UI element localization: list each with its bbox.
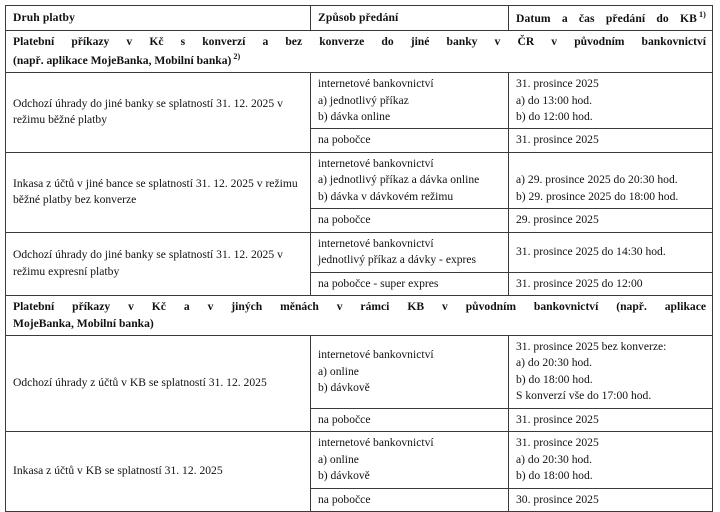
method-line: na pobočce xyxy=(318,492,371,506)
method-line: a) online xyxy=(318,364,359,378)
method-cell xyxy=(311,488,509,511)
datetime-line: S konverzí vše do 17:00 hod. xyxy=(516,389,652,403)
row-label-line-1: Inkasa z účtů v jiné bance se splatností 31. 12. 2025 xyxy=(13,176,254,190)
datetime-cell xyxy=(509,129,713,152)
method-line: b) dávka v dávkovém režimu xyxy=(318,189,454,203)
method-line: jednotlivý příkaz a dávky - expres xyxy=(318,253,477,267)
section-heading-line-2 xyxy=(13,51,706,69)
method-cell xyxy=(311,432,509,488)
section-heading-kc-konverze xyxy=(6,31,713,73)
footnote-marker: 1) xyxy=(698,10,706,19)
datetime-cell xyxy=(509,209,713,232)
table-row xyxy=(6,232,713,272)
datetime-line: 31. prosince 2025 xyxy=(516,133,599,147)
column-header-label: Datum a čas předání do KB xyxy=(516,11,697,25)
method-line: b) dávka online xyxy=(318,109,391,123)
datetime-cell xyxy=(509,152,713,208)
table-row xyxy=(6,73,713,129)
row-label-odchozi-uhrady-kb xyxy=(6,335,311,431)
table-body xyxy=(6,6,713,512)
datetime-cell xyxy=(509,73,713,129)
row-label-line-2: v režimu běžné platby bez konverze xyxy=(13,176,298,207)
method-line: na pobočce - super expres xyxy=(318,276,439,290)
method-cell xyxy=(311,152,509,208)
datetime-line: 30. prosince 2025 xyxy=(516,492,599,506)
footnote-marker: 2) xyxy=(233,51,241,61)
row-label-line-1: Odchozí úhrady z účtů v KB se splatností 31. 12. 2025 xyxy=(13,376,267,390)
datetime-line: b) 29. prosince 2025 do 18:00 hod. xyxy=(516,189,679,203)
datetime-line: a) do 20:30 hod. xyxy=(516,356,592,370)
datetime-line: b) do 18:00 hod. xyxy=(516,469,593,483)
column-header-zpusob-predani xyxy=(311,6,509,31)
method-cell xyxy=(311,73,509,129)
datetime-cell xyxy=(509,488,713,511)
section-heading-line-2-text: (např. aplikace MojeBanka, Mobilní banka) xyxy=(13,53,232,67)
section-heading-line-1: Platební příkazy v Kč a v jiných měnách v rámci KB v původním bankovnictví (např. aplikace xyxy=(13,300,706,314)
row-label-inkasa-kb xyxy=(6,432,311,512)
section-heading-line-2: MojeBanka, Mobilní banka) xyxy=(13,316,154,330)
table-row xyxy=(6,335,713,408)
payment-schedule-table xyxy=(5,5,713,512)
method-line: na pobočce xyxy=(318,213,371,227)
datetime-line: 31. prosince 2025 xyxy=(516,436,599,450)
datetime-line: 29. prosince 2025 xyxy=(516,213,599,227)
table-header-row xyxy=(6,6,713,31)
method-line: na pobočce xyxy=(318,412,371,426)
method-line: internetové bankovnictví xyxy=(318,348,434,362)
table-row xyxy=(6,152,713,208)
column-header-label: Způsob předání xyxy=(318,10,399,24)
datetime-line: b) do 18:00 hod. xyxy=(516,372,593,386)
datetime-line: a) do 13:00 hod. xyxy=(516,93,592,107)
method-cell xyxy=(311,129,509,152)
section-heading-kc-jine-meny-kb xyxy=(6,296,713,336)
row-label-line-1: Odchozí úhrady do jiné banky se splatností 31. 12. 2025 xyxy=(13,97,275,111)
table-row xyxy=(6,432,713,488)
datetime-line: a) do 20:30 hod. xyxy=(516,452,592,466)
datetime-line: 31. prosince 2025 do 14:30 hod. xyxy=(516,244,666,258)
column-header-druh-platby xyxy=(6,6,311,31)
column-header-datum-cas xyxy=(509,6,713,31)
method-line: internetové bankovnictví xyxy=(318,156,434,170)
row-label-inkasa-jina-banka-bezna xyxy=(6,152,311,232)
method-line: b) dávkově xyxy=(318,469,370,483)
method-line: a) online xyxy=(318,452,359,466)
datetime-cell xyxy=(509,432,713,488)
row-label-odchozi-uhrady-jina-banka-bezna xyxy=(6,73,311,153)
method-line: a) jednotlivý příkaz xyxy=(318,93,409,107)
datetime-line: a) 29. prosince 2025 do 20:30 hod. xyxy=(516,173,678,187)
method-line: internetové bankovnictví xyxy=(318,77,434,91)
method-line: a) jednotlivý příkaz a dávka online xyxy=(318,173,480,187)
method-line: internetové bankovnictví xyxy=(318,236,434,250)
datetime-cell xyxy=(509,232,713,272)
datetime-line-spacer xyxy=(516,156,706,172)
row-label-line-2: v režimu expresní platby xyxy=(13,248,283,278)
method-cell xyxy=(311,335,509,408)
row-label-line-2: v režimu běžné platby xyxy=(13,97,283,127)
datetime-cell xyxy=(509,335,713,408)
method-line: na pobočce xyxy=(318,133,371,147)
datetime-cell xyxy=(509,272,713,295)
column-header-label: Druh platby xyxy=(13,10,75,24)
row-label-odchozi-uhrady-jina-banka-expres xyxy=(6,232,311,295)
method-line: internetové bankovnictví xyxy=(318,436,434,450)
datetime-line: b) do 12:00 hod. xyxy=(516,109,593,123)
method-line: b) dávkově xyxy=(318,381,370,395)
datetime-line: 31. prosince 2025 xyxy=(516,77,599,91)
method-cell xyxy=(311,408,509,431)
method-cell xyxy=(311,209,509,232)
datetime-line: 31. prosince 2025 bez konverze: xyxy=(516,339,667,353)
method-cell xyxy=(311,232,509,272)
section-heading-row xyxy=(6,296,713,336)
datetime-line: 31. prosince 2025 xyxy=(516,412,599,426)
row-label-line-1: Inkasa z účtů v KB se splatností 31. 12. 2025 xyxy=(13,464,223,478)
section-heading-row xyxy=(6,31,713,73)
datetime-cell xyxy=(509,408,713,431)
section-heading-line-1: Platební příkazy v Kč s konverzí a bez konverze do jiné banky v ČR v původním bankovnictví xyxy=(13,35,706,49)
row-label-line-1: Odchozí úhrady do jiné banky se splatností 31. 12. 2025 xyxy=(13,248,275,262)
method-cell xyxy=(311,272,509,295)
datetime-line: 31. prosince 2025 do 12:00 xyxy=(516,276,643,290)
